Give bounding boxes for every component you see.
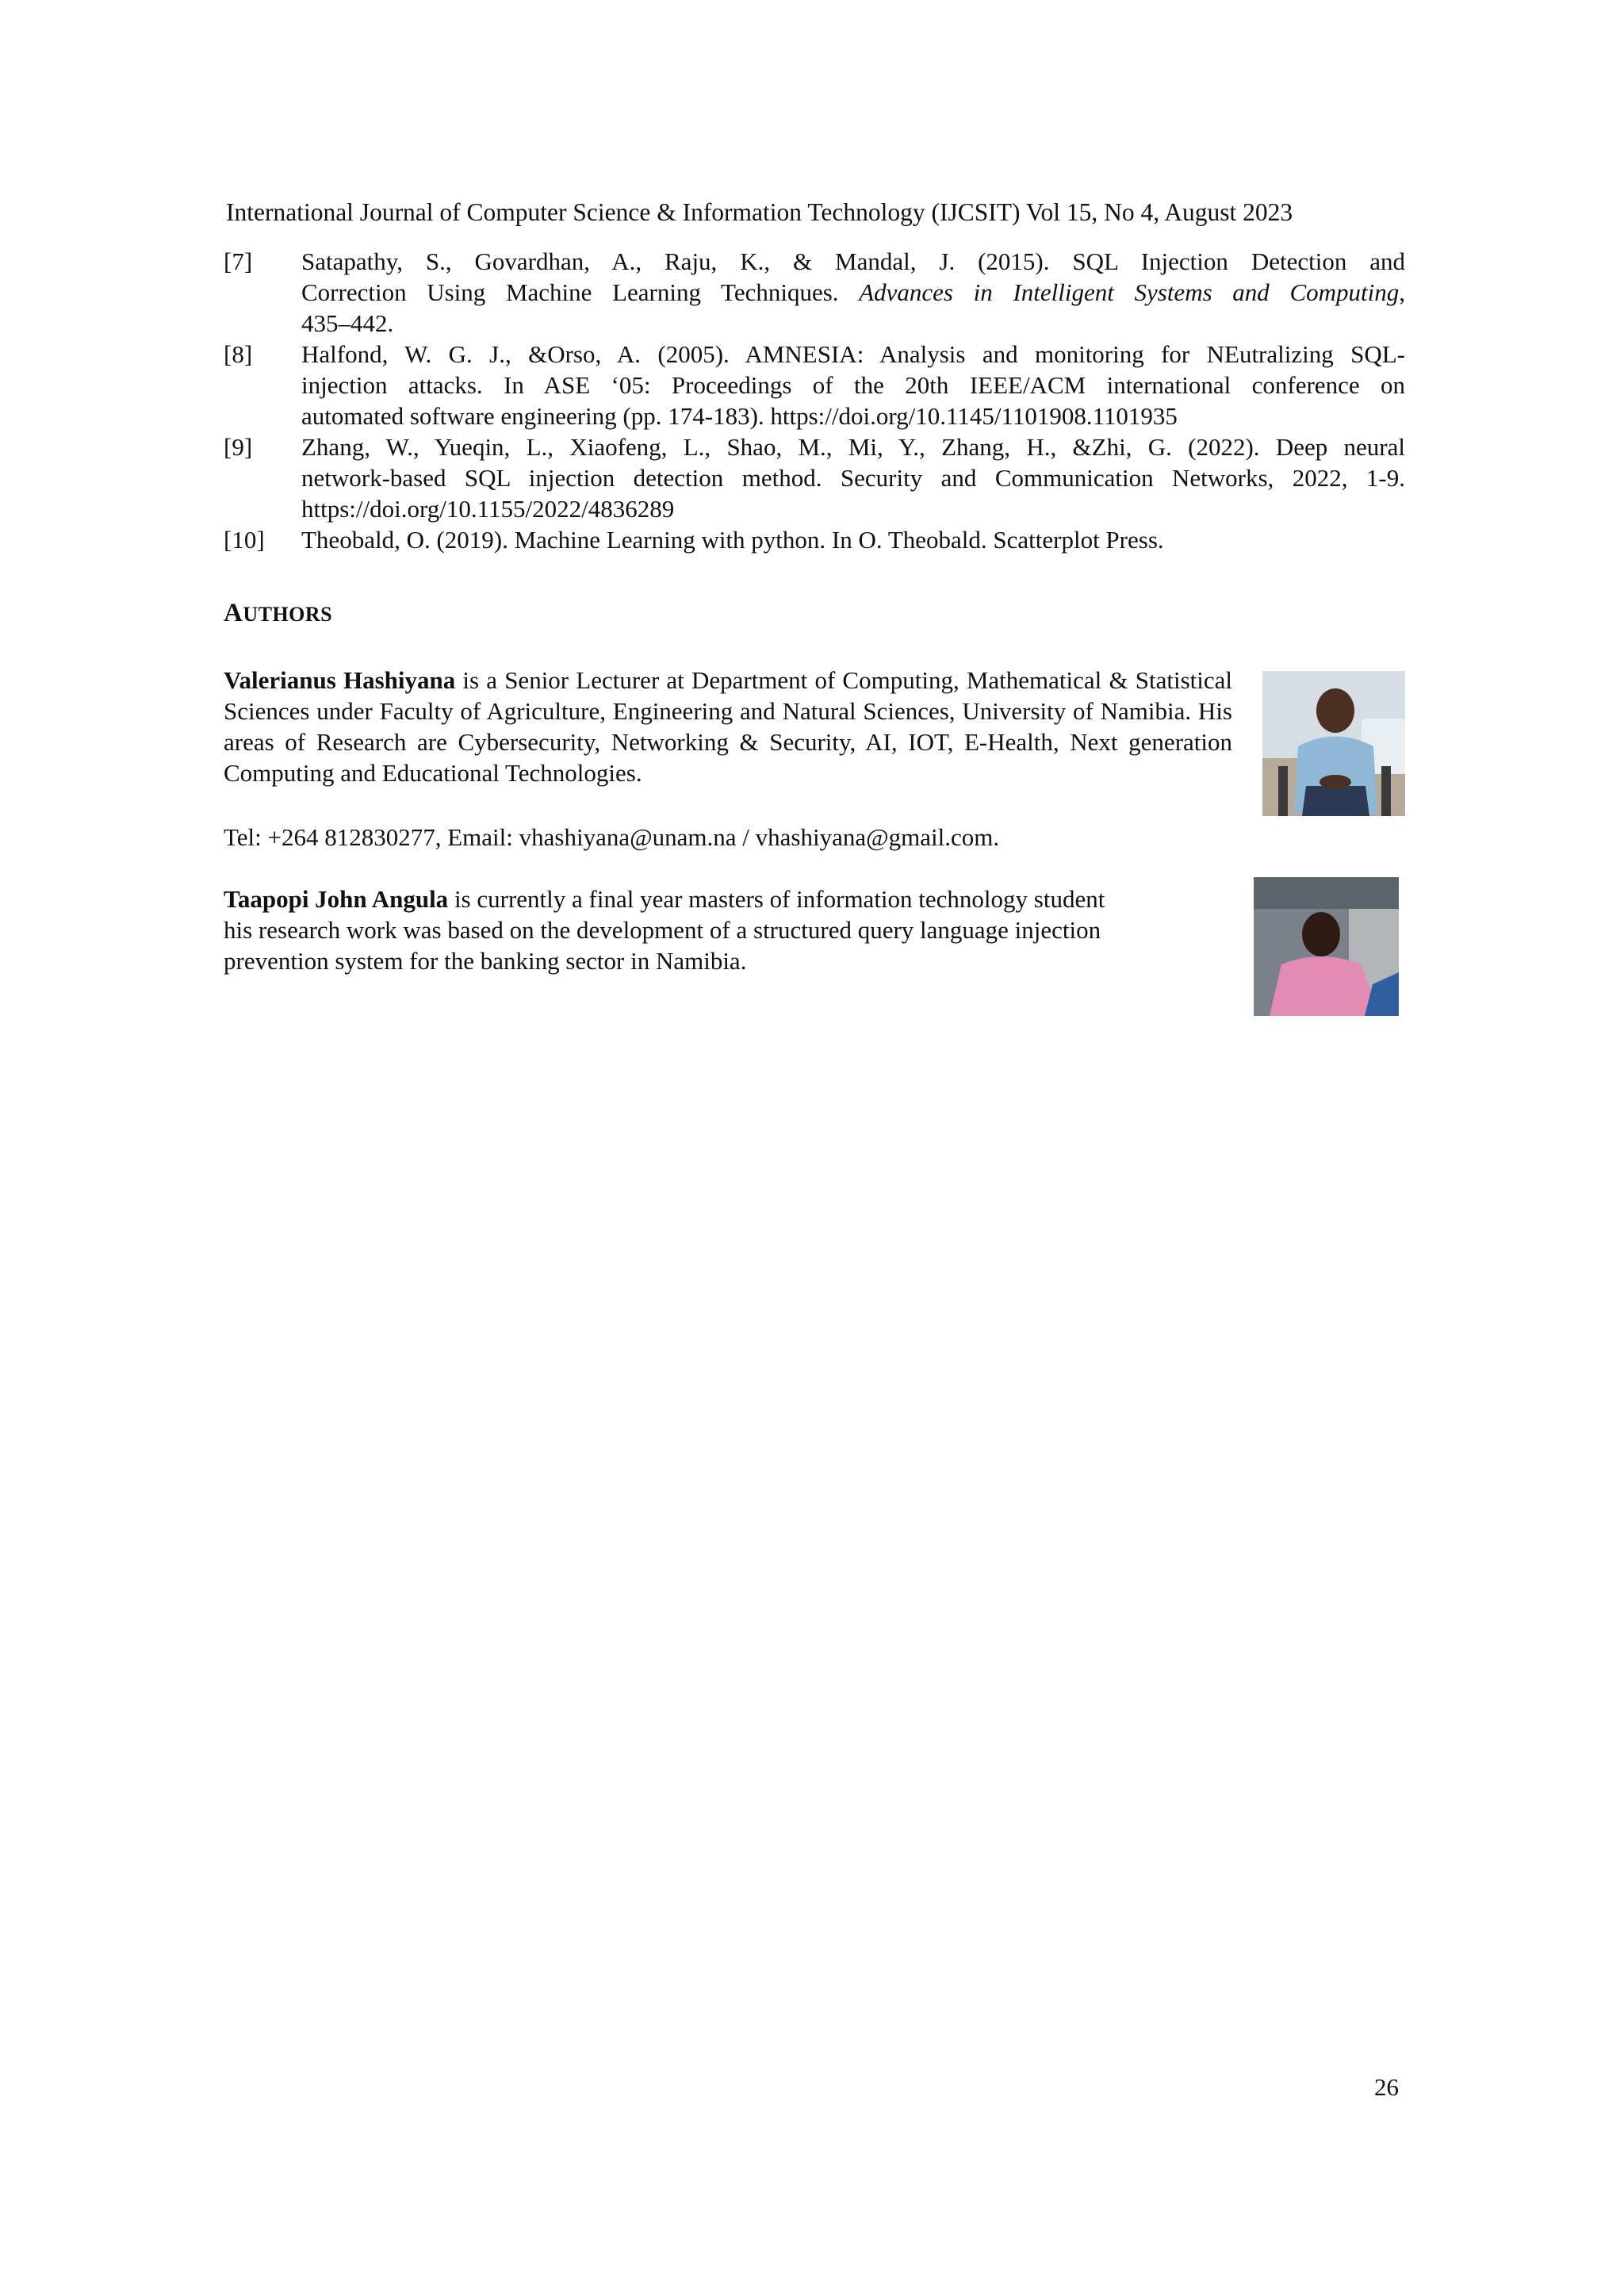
author-photo [1262,671,1405,816]
reference-text: 435–442. [301,309,394,337]
reference-text: Theobald, O. (2019). Machine Learning with python. In O. Theobald. Scatterplot Press. [301,526,1164,554]
reference-item [224,431,1405,524]
reference-item [224,339,1405,431]
authors-heading: AUTHORS [224,599,333,627]
author-name: Valerianus Hashiyana [224,666,456,694]
author-photo-image [1262,671,1405,816]
reference-text: Correction Using Machine Learning Techniques. Advances in Intelligent Systems and Computing, [301,278,1406,306]
running-header: International Journal of Computer Science & Information Technology (IJCSIT) Vol 15, No 4, August 2023 [226,198,1293,226]
reference-number: [7] [224,247,253,275]
author-bio: Taapopi John Angula is currently a final year masters of information technology student his research work was based on the development of a structured query language injection prevention system for the banking sector in Namibia. [224,885,1105,975]
reference-list [224,246,1405,555]
author-photo-image [1254,877,1399,1016]
reference-text: Zhang, W., Yueqin, L., Xiaofeng, L., Shao, M., Mi, Y., Zhang, H., &Zhi, G. (2022). Deep neural [301,433,1405,461]
reference-text: injection attacks. In ASE ‘05: Proceedings of the 20th IEEE/ACM international conference on [301,371,1405,399]
reference-number: [10] [224,526,265,554]
reference-journal: Advances in Intelligent Systems and Computing [859,278,1400,306]
author-bio: Valerianus Hashiyana is a Senior Lecturer at Department of Computing, Mathematical & Statistical Sciences under Faculty of Agriculture, Engineering and Natural Sciences, University of Namibia. His areas of Research are Cybersecurity, Networking & Security, AI, IOT, E-Health, Next generation Computing and Educational Technologies. [224,666,1232,787]
reference-item [224,246,1405,339]
author-name: Taapopi John Angula [224,885,449,913]
reference-number: [9] [224,433,253,461]
reference-item [224,524,1405,555]
page-number: 26 [1374,2073,1399,2101]
reference-text: automated software engineering (pp. 174-183). https://doi.org/10.1145/1101908.1101935 [301,402,1178,430]
reference-text: https://doi.org/10.1155/2022/4836289 [301,495,675,523]
author-contact: Tel: +264 812830277, Email: vhashiyana@unam.na / vhashiyana@gmail.com. [224,823,1000,851]
reference-text: network-based SQL injection detection method. Security and Communication Networks, 2022, 1-9. [301,464,1405,492]
reference-text: Satapathy, S., Govardhan, A., Raju, K., & Mandal, J. (2015). SQL Injection Detection and [301,247,1405,275]
author-photo [1254,877,1399,1016]
reference-text: Halfond, W. G. J., &Orso, A. (2005). AMNESIA: Analysis and monitoring for NEutralizing SQL- [301,340,1405,368]
reference-number: [8] [224,340,253,368]
